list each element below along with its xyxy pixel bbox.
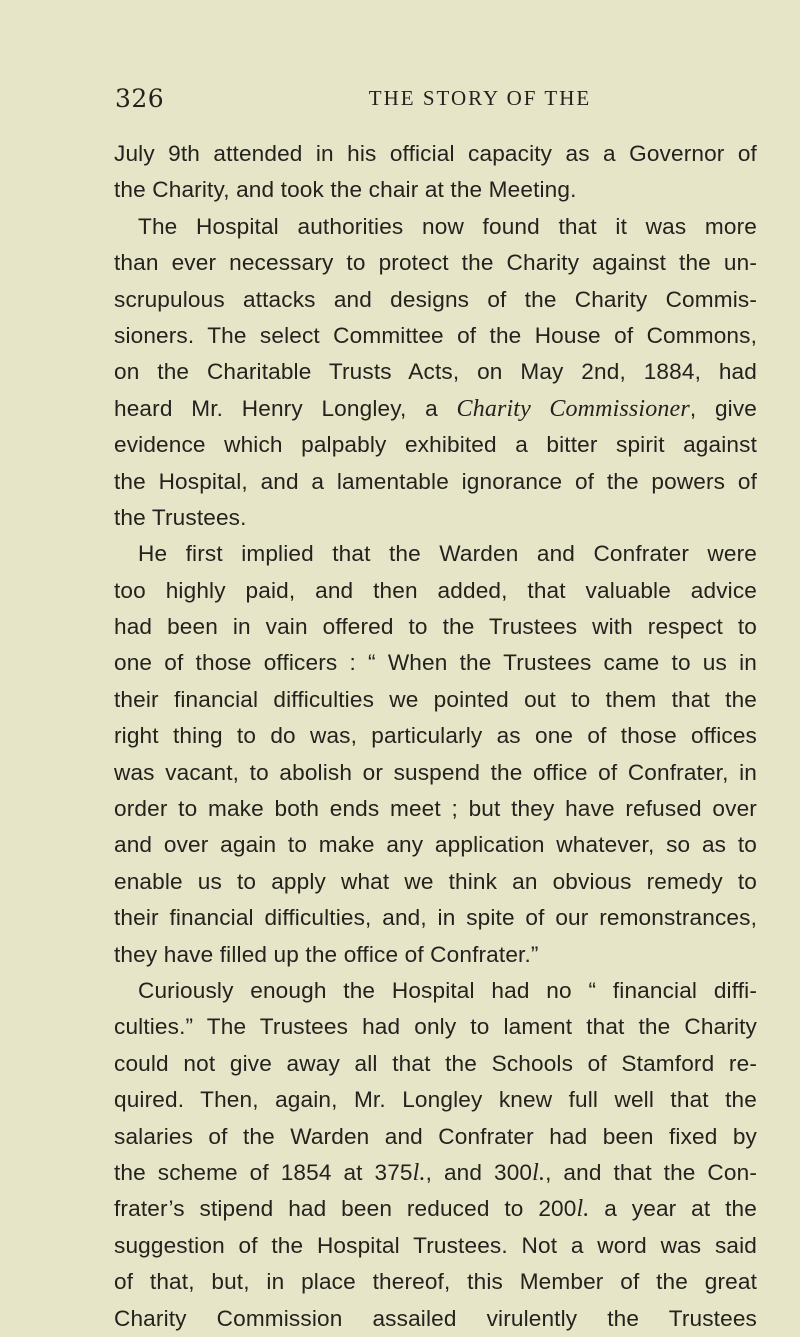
text-line [114,282,757,318]
text-line [114,172,757,208]
text-line [114,864,757,900]
line-text: scrupulous attacks and designs of the Charity Commis- [114,286,757,312]
line-text: July 9th attended in his official capacity as a Governor of [114,141,757,166]
line-text: order to make both ends meet ; but they have refused over [114,796,757,822]
text-line [114,791,757,827]
text-line [114,1082,757,1118]
line-text: could not give away all that the Schools of Stamford re- [114,1050,757,1076]
text-line [114,900,757,936]
line-text: Charity Commission assailed virulently the Trustees [114,1305,757,1331]
text-line [114,464,757,500]
line-text: too highly paid, and then added, that valuable advice [114,577,757,603]
line-text: quired. Then, again, Mr. Longley knew full well that the [114,1087,757,1113]
line-text: culties.” The Trustees had only to lament that the Charity [114,1014,757,1040]
text-line [114,136,757,172]
text-line [114,1264,757,1300]
line-text: the scheme of 1854 at 375 [114,1159,413,1185]
line-text: , give [689,395,757,421]
text-line [114,1009,757,1045]
line-text: had been in vain offered to the Trustees with respect to [114,614,757,640]
text-line [114,354,757,390]
line-text: their financial difficulties, and, in spite of our remonstrances, [114,905,757,931]
line-text: frater’s stipend had been reduced to 200 [114,1196,577,1222]
text-line [114,718,757,754]
line-text: salaries of the Warden and Confrater had been fixed by [114,1123,757,1149]
text-line [114,755,757,791]
text-line [114,318,757,354]
text-line [114,1046,757,1082]
text-line [114,609,757,645]
italic-text: l. [412,1159,426,1186]
text-line [114,536,757,572]
text-line [114,682,757,718]
text-line [114,1301,757,1337]
text-line [114,427,757,463]
line-text: enable us to apply what we think an obvious remedy to [114,868,757,894]
text-line [114,209,757,245]
text-line [114,827,757,863]
line-text: they have filled up the office of Confrater.” [114,941,539,967]
text-line [114,1228,757,1264]
text-line [114,573,757,609]
line-text: evidence which palpably exhibited a bitter spirit against [114,432,757,458]
line-text: a year at the [589,1196,757,1222]
line-text: than ever necessary to protect the Charity against the un- [114,250,757,276]
text-line [114,500,757,536]
italic-text: l. [576,1196,590,1223]
italic-text: l. [532,1159,546,1186]
text-line [114,391,757,427]
line-text: was vacant, to abolish or suspend the office of Confrater, in [114,759,757,785]
running-title: THE STORY OF THE [368,86,592,110]
line-text: , and that the Con- [545,1159,757,1185]
line-text: , and 300 [425,1159,533,1185]
text-line [114,245,757,281]
line-text: and over again to make any application whatever, so as to [114,832,757,858]
line-text: the Hospital, and a lamentable ignorance of the powers of [114,468,757,494]
text-line [114,1191,757,1227]
text-line [114,1155,757,1191]
text-line [114,645,757,681]
line-text: the Trustees. [114,504,247,530]
text-line [114,973,757,1009]
line-text: right thing to do was, particularly as one of those offices [114,723,757,749]
running-head [115,84,755,120]
line-text: heard Mr. Henry Longley, a [114,395,457,421]
line-text: the Charity, and took the chair at the Meeting. [114,177,577,203]
line-text: on the Charitable Trusts Acts, on May 2nd, 1884, had [114,359,757,385]
line-text: The Hospital authorities now found that it was more [138,213,757,239]
line-text: He first implied that the Warden and Confrater were [138,541,757,567]
body-text [114,136,757,1337]
line-text: of that, but, in place thereof, this Member of the great [114,1269,757,1295]
italic-text: Charity Commissioner [456,395,690,422]
line-text: Curiously enough the Hospital had no “ financial diffi- [138,977,757,1003]
line-text: suggestion of the Hospital Trustees. Not a word was said [114,1232,757,1258]
line-text: one of those officers : “ When the Trustees came to us in [114,650,757,676]
text-line [114,937,757,973]
page-number: 326 [115,84,165,113]
line-text: sioners. The select Committee of the House of Commons, [114,322,757,348]
text-line [114,1119,757,1155]
line-text: their financial difficulties we pointed out to them that the [114,686,757,712]
